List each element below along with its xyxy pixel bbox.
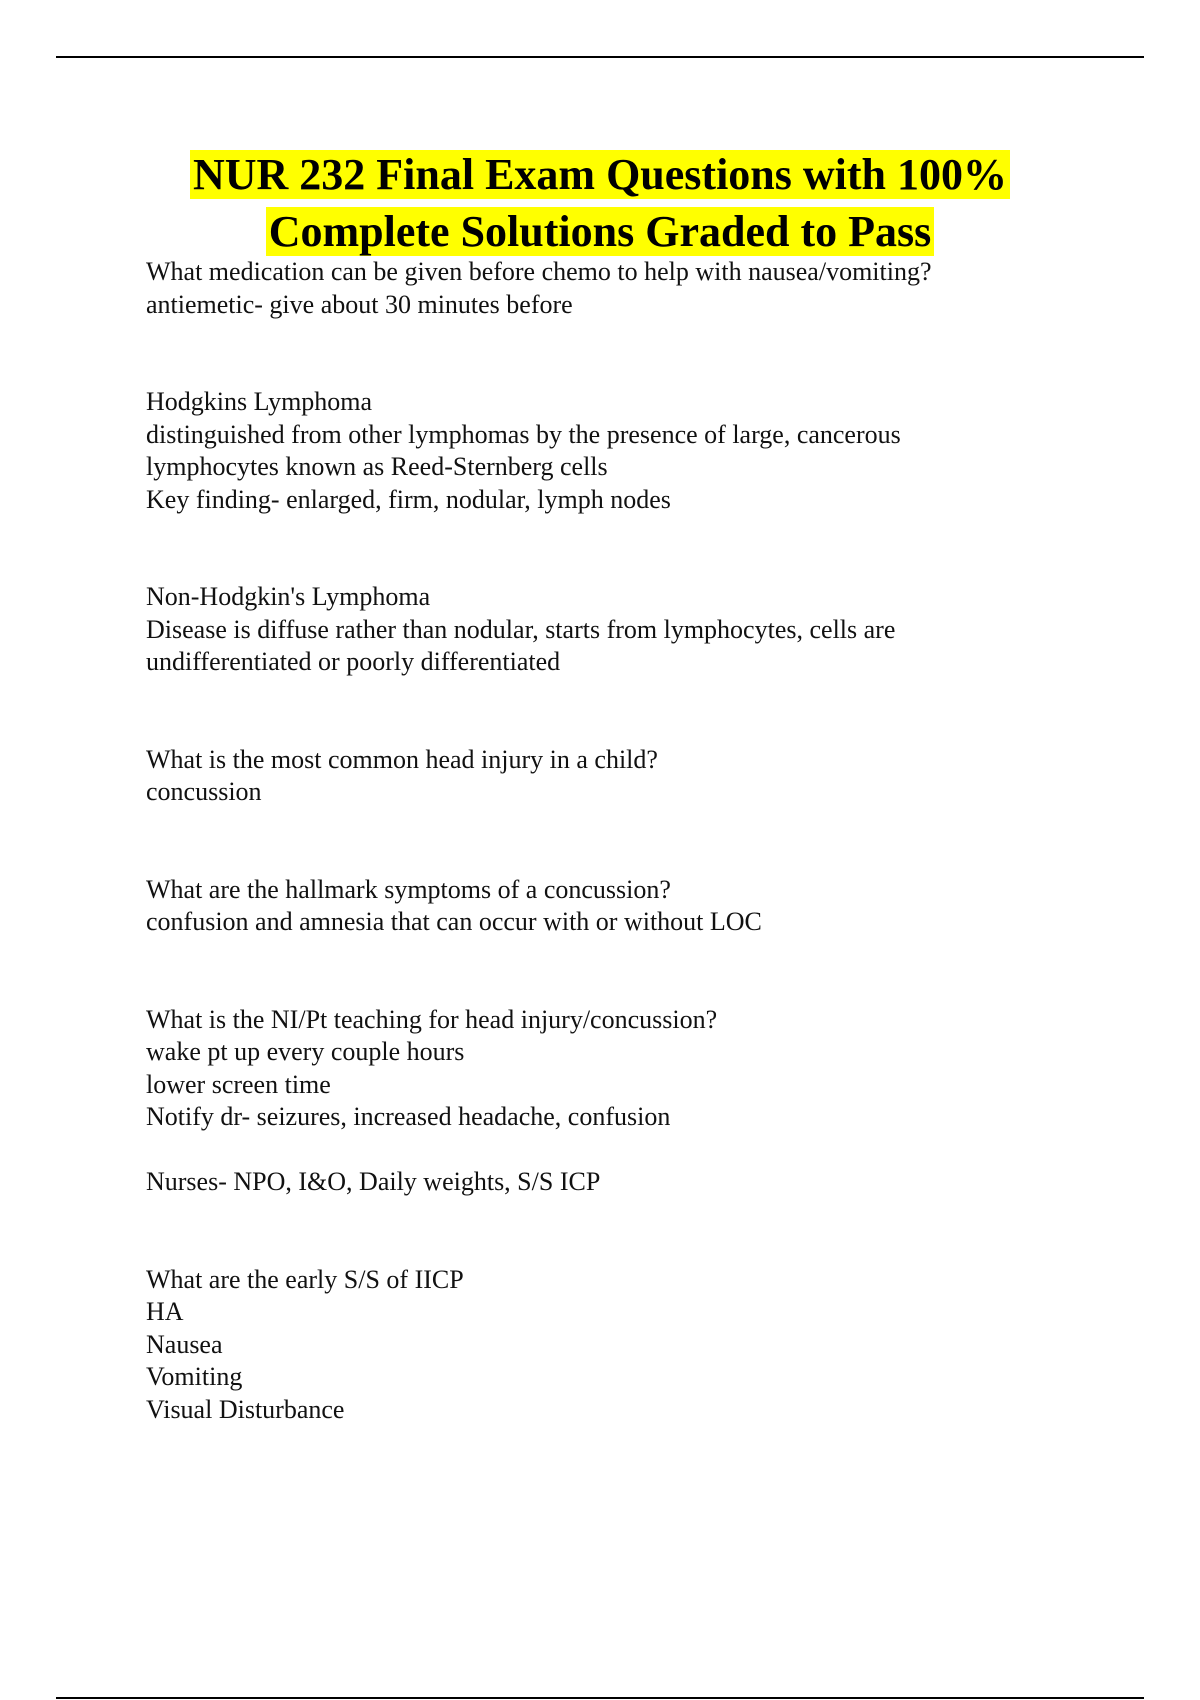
document-title [0, 146, 1200, 260]
answer-text: Vomiting [146, 1362, 243, 1391]
title-highlight-2: Complete Solutions Graded to Pass [266, 207, 934, 256]
term-text: Hodgkins Lymphoma [146, 387, 373, 416]
definition-text: Key finding- enlarged, firm, nodular, lymph nodes [146, 484, 671, 514]
answer-text: HA [146, 1297, 184, 1326]
qa-block-antiemetic [146, 256, 1106, 321]
title-highlight-1: NUR 232 Final Exam Questions with 100% [190, 150, 1010, 199]
answer-text: confusion and amnesia that can occur with or without LOC [146, 907, 762, 936]
qa-block-nurses [146, 1166, 1106, 1199]
qa-block-concussion-symptoms [146, 874, 1106, 939]
answer-text: antiemetic- give about 30 minutes before [146, 289, 573, 319]
qa-block-head-injury [146, 744, 1106, 809]
title-line-1 [0, 146, 1200, 203]
answer-text: Visual Disturbance [146, 1394, 345, 1424]
term-text: Non-Hodgkin's Lymphoma [146, 582, 431, 611]
answer-text: Nurses- NPO, I&O, Daily weights, S/S ICP [146, 1167, 601, 1196]
question-text: What are the hallmark symptoms of a concussion? [146, 874, 671, 904]
qa-block-iicp [146, 1264, 1106, 1427]
definition-text: Disease is diffuse rather than nodular, starts from lymphocytes, cells are [146, 614, 896, 644]
answer-text: Notify dr- seizures, increased headache, confusion [146, 1102, 671, 1131]
answer-text: lower screen time [146, 1069, 331, 1099]
question-text: What is the most common head injury in a child? [146, 744, 658, 774]
qa-block-non-hodgkins [146, 581, 1106, 679]
answer-text: Nausea [146, 1329, 223, 1359]
question-text: What are the early S/S of IICP [146, 1264, 464, 1294]
qa-block-hodgkins [146, 386, 1106, 516]
definition-text: lymphocytes known as Reed-Sternberg cells [146, 452, 608, 481]
top-rule [56, 56, 1144, 58]
qa-block-teaching [146, 1004, 1106, 1134]
definition-text: distinguished from other lymphomas by the presence of large, cancerous [146, 419, 901, 449]
bottom-rule [56, 1697, 1144, 1699]
question-text: What is the NI/Pt teaching for head injury/concussion? [146, 1004, 718, 1034]
definition-text: undifferentiated or poorly differentiated [146, 647, 561, 676]
document-body [146, 256, 1106, 1426]
title-line-2 [0, 203, 1200, 260]
answer-text: wake pt up every couple hours [146, 1037, 465, 1066]
question-text: What medication can be given before chemo to help with nausea/vomiting? [146, 257, 932, 286]
answer-text: concussion [146, 777, 262, 806]
